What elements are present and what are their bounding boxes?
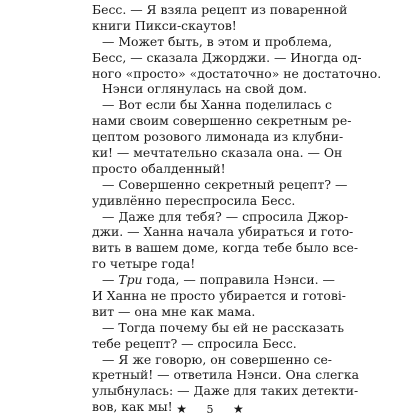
text-line: улыбнулась: — Даже для таких детекти-	[92, 383, 359, 399]
body-text	[92, 2, 382, 415]
text-line: — Тогда почему бы ей не рассказать	[102, 319, 345, 335]
text-line: кретный! — ответила Нэнси. Она слегка	[92, 367, 360, 383]
text-line: — Совершенно секретный рецепт? —	[102, 176, 348, 192]
text-line: Бесс, — сказала Джорджи. — Иногда од-	[92, 49, 362, 65]
text-line: — Может быть, в этом и проблема,	[102, 33, 333, 49]
text-line: го четыре года!	[92, 256, 196, 272]
page-number: 5	[206, 402, 214, 416]
text-line: Бесс. — Я взяла рецепт из поваренной	[92, 2, 348, 17]
text-line: тебе рецепт? — спросила Бесс.	[92, 335, 297, 351]
text-line: ного «просто» «достаточно» не достаточно.	[92, 65, 382, 81]
text-line: удивлённо переспросила Бесс.	[92, 192, 296, 208]
text-line: И Ханна не просто убирается и готові-	[92, 288, 346, 304]
text-line: книги Пикси-скаутов!	[92, 17, 237, 33]
text-line: — Я же говорю, он совершенно се-	[102, 351, 332, 367]
text-line: просто обалденный!	[92, 160, 226, 176]
text-line: — Даже для тебя? — спросила Джор-	[102, 208, 349, 224]
text-line: джи. — Ханна начала убираться и гото-	[92, 224, 354, 240]
text-line: цептом розового лимонада из клубни-	[92, 129, 344, 145]
text-line: — Три года, — поправила Нэнси. —	[102, 272, 335, 288]
text-line: ки! — мечтательно сказала она. — Он	[92, 145, 343, 161]
star-ornament-left: ★	[176, 402, 187, 416]
text-line: вов, как мы!	[92, 399, 173, 415]
text-line: Нэнси оглянулась на свой дом.	[102, 81, 308, 97]
text-line: вить в вашем доме, когда тебе было все-	[92, 240, 359, 256]
text-line: вит — она мне как мама.	[92, 303, 256, 319]
text-line: нами своим совершенно секретным ре-	[92, 113, 352, 129]
star-ornament-right: ★	[233, 402, 244, 416]
page-footer	[0, 402, 420, 416]
text-line: — Вот если бы Ханна поделилась с	[102, 97, 332, 113]
